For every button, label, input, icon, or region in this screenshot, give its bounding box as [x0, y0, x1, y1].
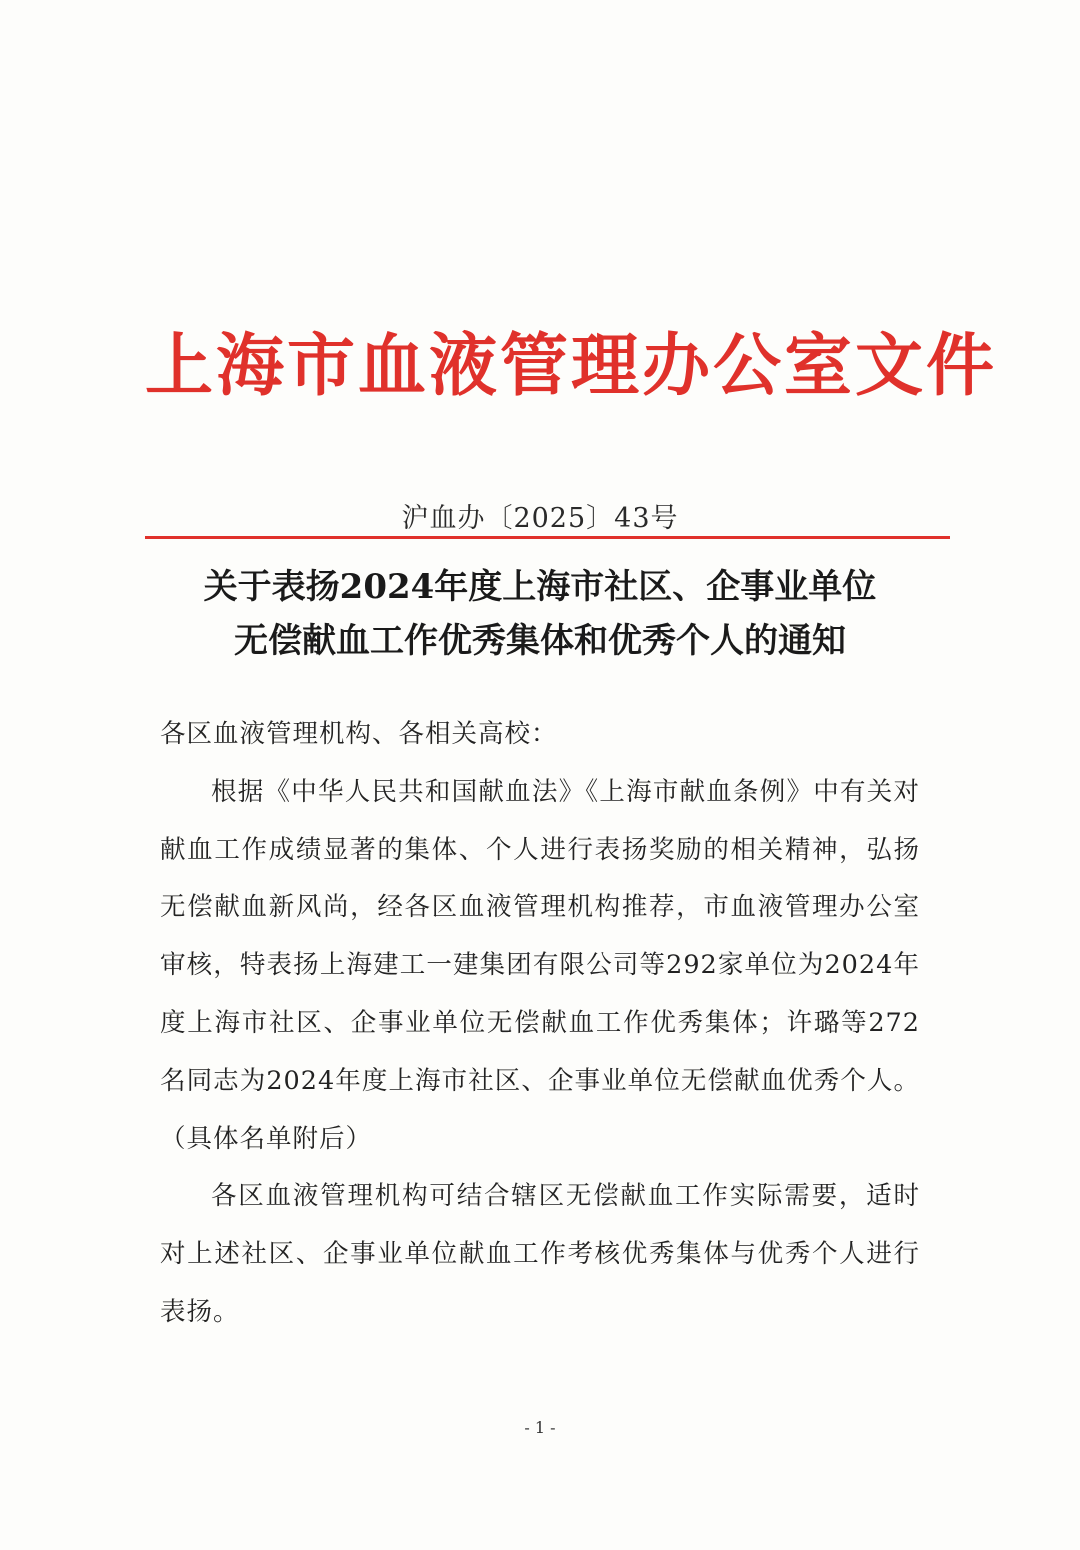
- notice-body: [160, 706, 920, 1342]
- notice-title-line-2: 无偿献血工作优秀集体和优秀个人的通知: [234, 621, 846, 661]
- document-number: 沪血办〔2025〕43号: [401, 503, 679, 534]
- body-paragraph-1: 根据《中华人民共和国献血法》《上海市献血条例》中有关对献血工作成绩显著的集体、个人进行表扬奖励的相关精神，弘扬无偿献血新风尚，经各区血液管理机构推荐，市血液管理办公室审核，特表扬上海建工一建集团有限公司等292家单位为2024年度上海市社区、企事业单位无偿献血工作优秀集体；许璐等272名同志为2024年度上海市社区、企事业单位无偿献血优秀个人。（具体名单附后）: [160, 776, 920, 1154]
- issuing-office-header: 上海市血液管理办公室文件: [145, 326, 998, 406]
- notice-title-line-1: 关于表扬2024年度上海市社区、企事业单位: [203, 567, 877, 607]
- page-number: - 1 -: [524, 1418, 556, 1437]
- notice-title: [0, 560, 1080, 668]
- red-divider-line: [145, 536, 950, 539]
- salutation: 各区血液管理机构、各相关高校：: [160, 719, 558, 749]
- body-paragraph-2: 各区血液管理机构可结合辖区无偿献血工作实际需要，适时对上述社区、企事业单位献血工作考核优秀集体与优秀个人进行表扬。: [160, 1181, 920, 1327]
